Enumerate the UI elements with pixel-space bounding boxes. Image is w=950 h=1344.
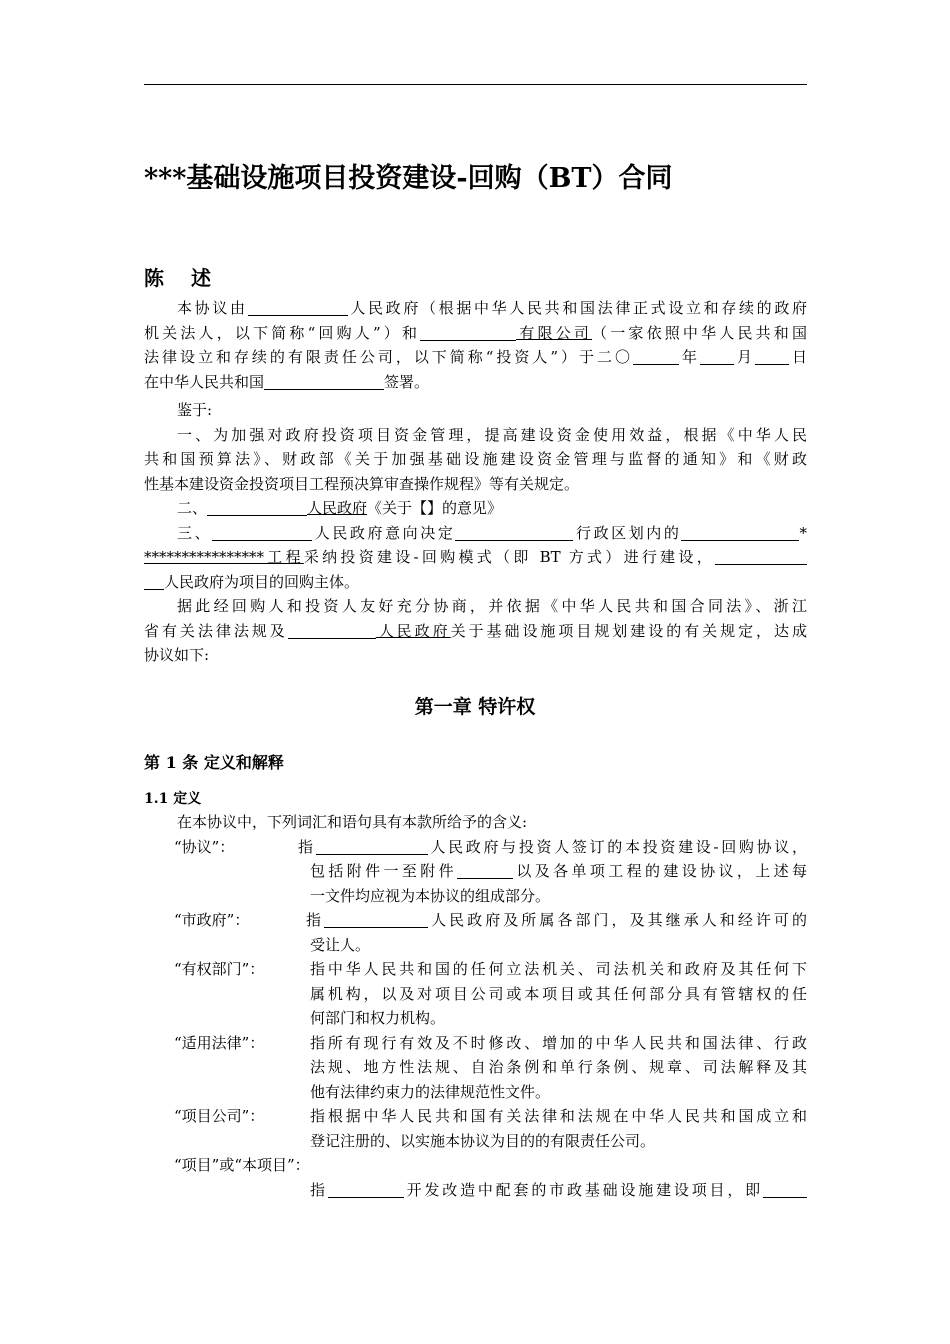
text-line: 何部门和权力机构。 [310, 1009, 446, 1027]
text-line: 属机构，以及对项目公司或本项目或其任何部分具有管辖权的任 [310, 984, 807, 1003]
definition-term: “市政府”： [174, 911, 250, 929]
text-line: 鉴于: [177, 401, 213, 419]
article-heading: 第 1 条 定义和解释 [144, 753, 284, 772]
text-line: 指 人民政府与投资人签订的本投资建设-回购协议， [298, 837, 807, 856]
definition-term: “适用法律”： [174, 1033, 265, 1052]
definition-item [144, 1031, 807, 1105]
text-line: 指所有现行有效及不时修改、增加的中华人民共和国法律、行政 [310, 1033, 807, 1052]
definition-item [144, 908, 807, 957]
text-line: 据此经回购人和投资人友好充分协商，并依据《中华人民共和国合同法》、浙江 [177, 597, 807, 615]
definition-term: “项目”或“本项目”： [174, 1156, 310, 1174]
definition-item [144, 1153, 807, 1202]
chapter-heading: 第一章 特许权 [414, 696, 536, 718]
text-line: 受让人。 [310, 935, 371, 954]
definition-item [144, 957, 807, 1031]
text-line: 二、 人民政府《关于【】的意见》 [177, 499, 503, 517]
text-line: 一、为加强对政府投资项目资金管理，提高建设资金使用效益，根据《中华人民 [177, 425, 807, 444]
definition-body [310, 1104, 807, 1153]
text-line: 共和国预算法》、财政部《关于加强基础设施建设资金管理与监督的通知》和《财政 [144, 450, 807, 468]
definition-body [310, 957, 807, 1031]
text-line: 一文件均应视为本协议的组成部分。 [310, 886, 551, 905]
text-line: 人民政府为项目的回购主体。 [144, 570, 807, 595]
definition-term: “项目公司”： [174, 1107, 265, 1125]
text-line: 法规、地方性法规、自治条例和单行条例、规章、司法解释及其 [310, 1058, 807, 1076]
text-line: 指 人民政府及所属各部门，及其继承人和经许可的 [306, 911, 807, 929]
definition-term: “协议”： [174, 837, 235, 856]
text-line: 指中华人民共和国的任何立法机关、司法机关和政府及其任何下 [310, 960, 807, 978]
whereas-paragraph [144, 398, 807, 668]
definition-body [310, 1031, 807, 1105]
text-line: 省有关法律法规及 人民政府关于基础设施项目规划建设的有关规定，达成 [144, 621, 807, 640]
text-line: 性基本建设资金投资项目工程预决算审查操作规程》等有关规定。 [144, 474, 580, 493]
definition-body [310, 1178, 807, 1203]
text-line: 三、 人民政府意向决定 行政区划内的 * [177, 523, 807, 542]
section-heading: 1.1 定义 [144, 791, 202, 807]
definitions-list [144, 810, 807, 1202]
header-rule [144, 84, 807, 85]
text-line: ****************工程采纳投资建设-回购模式（即 BT 方式）进行建设， [144, 545, 807, 570]
text-line: 本协议由 人民政府（根据中华人民共和国法律正式设立和存续的政府 [177, 299, 807, 317]
text-line: 包括附件一至附件 以及各单项工程的建设协议，上述每 [310, 862, 807, 880]
text-line: 法律设立和存续的有限责任公司，以下简称“投资人”）于二〇 年 月 日 [144, 348, 807, 366]
definition-body [298, 835, 807, 909]
definition-item [144, 835, 807, 909]
text-line: 登记注册的、以实施本协议为目的的有限责任公司。 [310, 1131, 656, 1150]
text-line: 指根据中华人民共和国有关法律和法规在中华人民共和国成立和 [310, 1107, 807, 1125]
preamble-heading: 陈 述 [144, 266, 221, 290]
text-line: 他有法律约束力的法律规范性文件。 [310, 1082, 551, 1101]
definition-term: “有权部门”： [174, 960, 265, 978]
definitions-intro: 在本协议中，下列词汇和语句具有本款所给予的含义: [177, 813, 528, 831]
definition-body [306, 908, 807, 957]
preamble-paragraph [144, 296, 807, 394]
text-line: 在中华人民共和国 签署。 [144, 372, 430, 391]
text-line: 指 开发改造中配套的市政基础设施建设项目，即 [310, 1178, 807, 1203]
document-title: ***基础设施项目投资建设-回购（BT）合同 [144, 163, 673, 194]
text-line: 机关法人，以下简称“回购人”）和 有限公司（一家依照中华人民共和国 [144, 323, 807, 342]
text-line: 协议如下: [144, 646, 210, 664]
definition-item [144, 1104, 807, 1153]
